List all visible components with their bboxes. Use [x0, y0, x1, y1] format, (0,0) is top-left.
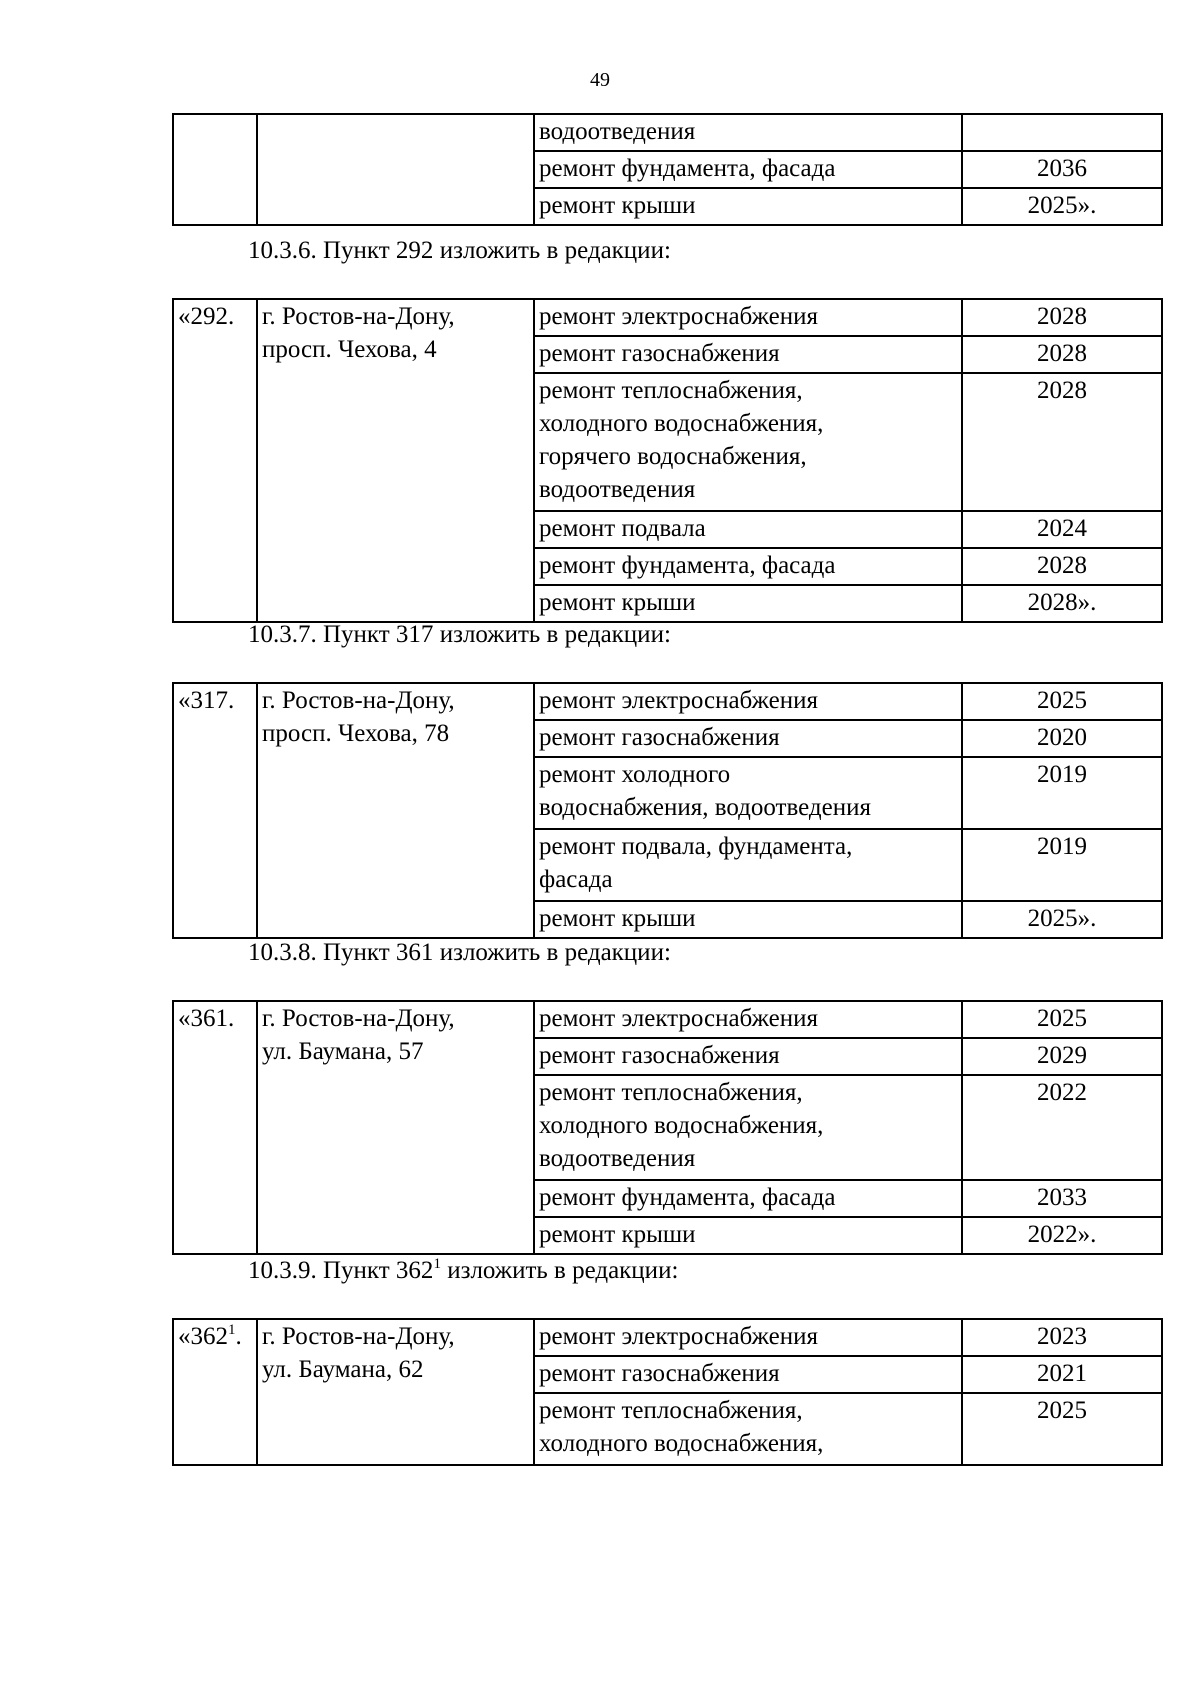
heading-prefix: 10.3.9. Пункт 362 [248, 1257, 434, 1284]
item-number-text: «362 [178, 1323, 228, 1350]
address-cell [257, 683, 534, 938]
address-line: просп. Чехова, 78 [262, 720, 450, 747]
work-type-cell [534, 720, 962, 757]
item-number-text: «317. [178, 687, 235, 714]
item-number-suffix: . [235, 1323, 242, 1350]
work-type-cell [534, 901, 962, 938]
year-cell: 2025 [962, 1393, 1162, 1465]
work-type-cell [534, 373, 962, 511]
item-number [173, 114, 257, 225]
year-cell: 2019 [962, 829, 1162, 901]
work-type-cell [534, 1001, 962, 1038]
work-type-line: ремонт фундамента, фасада [539, 1184, 836, 1211]
heading-prefix: 10.3.7. Пункт 317 [248, 621, 434, 648]
work-type-cell [534, 1075, 962, 1180]
repair-schedule-table [172, 1000, 1163, 1255]
work-type-cell [534, 1217, 962, 1254]
year-cell: 2024 [962, 511, 1162, 548]
work-type-line: ремонт газоснабжения [539, 1360, 780, 1387]
address-cell [257, 1319, 534, 1465]
heading-suffix: изложить в редакции: [433, 939, 671, 966]
work-type-cell [534, 829, 962, 901]
work-type-line: холодного водоснабжения, [539, 410, 824, 437]
year-cell: 2025». [962, 901, 1162, 938]
item-number [173, 1319, 257, 1465]
year-cell: 2025 [962, 1001, 1162, 1038]
item-number [173, 683, 257, 938]
year-cell: 2025 [962, 683, 1162, 720]
repair-schedule-table [172, 298, 1163, 623]
address-cell [257, 114, 534, 225]
address-line: ул. Баумана, 62 [262, 1356, 424, 1383]
repair-schedule-table [172, 113, 1163, 226]
work-type-line: ремонт крыши [539, 589, 696, 616]
work-type-line: фасада [539, 866, 613, 893]
work-type-line: ремонт электроснабжения [539, 1323, 818, 1350]
year-cell: 2021 [962, 1356, 1162, 1393]
work-type-line: ремонт подвала [539, 515, 706, 542]
year-cell: 2036 [962, 151, 1162, 188]
year-cell: 2028». [962, 585, 1162, 622]
section-heading [248, 1256, 678, 1286]
work-type-line: горячего водоснабжения, [539, 443, 807, 470]
work-type-cell [534, 757, 962, 829]
section-heading [248, 236, 671, 266]
work-type-cell [534, 1319, 962, 1356]
work-type-cell [534, 511, 962, 548]
year-cell: 2022». [962, 1217, 1162, 1254]
year-cell: 2028 [962, 336, 1162, 373]
repair-schedule-table [172, 682, 1163, 939]
year-cell: 2028 [962, 373, 1162, 511]
address-line: г. Ростов-на-Дону, [262, 303, 455, 330]
year-cell [962, 114, 1162, 151]
table-row [173, 1319, 1162, 1356]
heading-suffix: изложить в редакции: [440, 1257, 679, 1284]
work-type-line: ремонт теплоснабжения, [539, 1079, 803, 1106]
heading-superscript: 1 [433, 1256, 441, 1272]
work-type-line: ремонт теплоснабжения, [539, 377, 803, 404]
work-type-cell [534, 1356, 962, 1393]
year-cell: 2020 [962, 720, 1162, 757]
address-line: г. Ростов-на-Дону, [262, 687, 455, 714]
work-type-line: ремонт крыши [539, 1221, 696, 1248]
item-number-text: «361. [178, 1005, 235, 1032]
work-type-line: ремонт электроснабжения [539, 303, 818, 330]
item-number-superscript: 1 [228, 1322, 236, 1338]
work-type-cell [534, 683, 962, 720]
work-type-cell [534, 299, 962, 336]
work-type-line: ремонт газоснабжения [539, 724, 780, 751]
work-type-line: водоотведения [539, 476, 696, 503]
work-type-line: ремонт газоснабжения [539, 1042, 780, 1069]
item-number [173, 1001, 257, 1254]
item-number [173, 299, 257, 622]
section-heading [248, 620, 671, 650]
year-cell: 2029 [962, 1038, 1162, 1075]
work-type-cell [534, 548, 962, 585]
work-type-cell [534, 188, 962, 225]
work-type-cell [534, 151, 962, 188]
section-heading [248, 938, 671, 968]
work-type-line: ремонт газоснабжения [539, 340, 780, 367]
work-type-cell [534, 336, 962, 373]
address-line: ул. Баумана, 57 [262, 1038, 424, 1065]
table-row [173, 299, 1162, 336]
work-type-cell [534, 585, 962, 622]
year-cell: 2025». [962, 188, 1162, 225]
heading-suffix: изложить в редакции: [433, 237, 671, 264]
year-cell: 2028 [962, 299, 1162, 336]
table-row [173, 114, 1162, 151]
address-cell [257, 299, 534, 622]
address-line: г. Ростов-на-Дону, [262, 1323, 455, 1350]
item-number-text: «292. [178, 303, 235, 330]
year-cell: 2033 [962, 1180, 1162, 1217]
work-type-line: ремонт теплоснабжения, [539, 1397, 803, 1424]
work-type-line: водоотведения [539, 1145, 696, 1172]
work-type-cell [534, 114, 962, 151]
address-line: г. Ростов-на-Дону, [262, 1005, 455, 1032]
year-cell: 2023 [962, 1319, 1162, 1356]
work-type-line: ремонт холодного [539, 761, 731, 788]
year-cell: 2019 [962, 757, 1162, 829]
work-type-line: ремонт крыши [539, 905, 696, 932]
work-type-line: ремонт фундамента, фасада [539, 552, 836, 579]
address-line: просп. Чехова, 4 [262, 336, 437, 363]
table-row [173, 1001, 1162, 1038]
repair-schedule-table [172, 1318, 1163, 1466]
address-cell [257, 1001, 534, 1254]
year-cell: 2022 [962, 1075, 1162, 1180]
work-type-cell [534, 1180, 962, 1217]
page-number: 49 [590, 69, 610, 91]
work-type-cell [534, 1038, 962, 1075]
work-type-line: ремонт электроснабжения [539, 687, 818, 714]
work-type-line: холодного водоснабжения, [539, 1430, 824, 1457]
work-type-line: ремонт подвала, фундамента, [539, 833, 853, 860]
work-type-line: ремонт электроснабжения [539, 1005, 818, 1032]
work-type-line: водоотведения [539, 118, 696, 145]
heading-prefix: 10.3.6. Пункт 292 [248, 237, 434, 264]
heading-suffix: изложить в редакции: [433, 621, 671, 648]
year-cell: 2028 [962, 548, 1162, 585]
table-row [173, 683, 1162, 720]
work-type-line: холодного водоснабжения, [539, 1112, 824, 1139]
work-type-line: ремонт фундамента, фасада [539, 155, 836, 182]
work-type-cell [534, 1393, 962, 1465]
heading-prefix: 10.3.8. Пункт 361 [248, 939, 434, 966]
work-type-line: ремонт крыши [539, 192, 696, 219]
work-type-line: водоснабжения, водоотведения [539, 794, 871, 821]
